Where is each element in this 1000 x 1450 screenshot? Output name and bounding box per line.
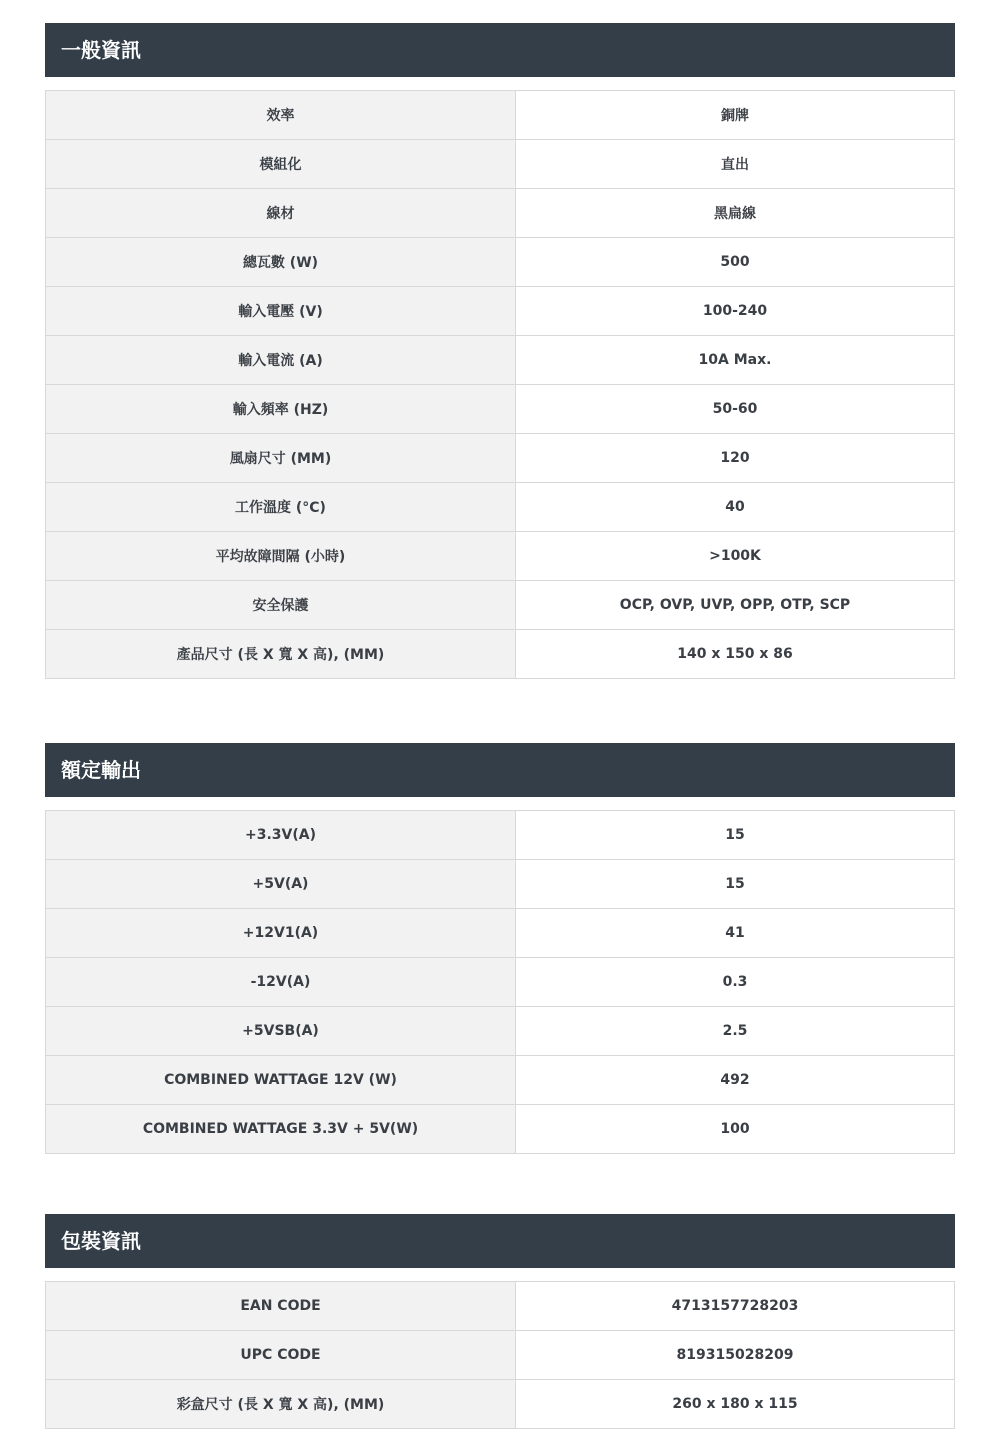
spec-value: OCP, OVP, UVP, OPP, OTP, SCP xyxy=(516,581,955,630)
spec-value: 2.5 xyxy=(516,1007,955,1056)
spec-value: 140 x 150 x 86 xyxy=(516,630,955,679)
spec-value: >100K xyxy=(516,532,955,581)
table-row xyxy=(46,909,955,958)
spec-label: EAN CODE xyxy=(46,1282,516,1331)
section-title: 一般資訊 xyxy=(45,23,955,77)
table-row xyxy=(46,483,955,532)
spec-value: 40 xyxy=(516,483,955,532)
spec-table xyxy=(45,1281,955,1429)
spec-value: 15 xyxy=(516,811,955,860)
rated-output-section xyxy=(45,743,955,1154)
table-row xyxy=(46,1331,955,1380)
spec-label: +12V1(A) xyxy=(46,909,516,958)
spec-value: 銅牌 xyxy=(516,91,955,140)
table-row xyxy=(46,1056,955,1105)
spec-value: 15 xyxy=(516,860,955,909)
spec-value: 260 x 180 x 115 xyxy=(516,1380,955,1429)
spec-label: +3.3V(A) xyxy=(46,811,516,860)
spec-table xyxy=(45,90,955,679)
spec-label: -12V(A) xyxy=(46,958,516,1007)
spec-label: 工作溫度 (°C) xyxy=(46,483,516,532)
spec-label: COMBINED WATTAGE 12V (W) xyxy=(46,1056,516,1105)
spec-value: 120 xyxy=(516,434,955,483)
table-row xyxy=(46,1007,955,1056)
spec-label: 總瓦數 (W) xyxy=(46,238,516,287)
spec-value: 41 xyxy=(516,909,955,958)
spec-label: 模組化 xyxy=(46,140,516,189)
spec-value: 0.3 xyxy=(516,958,955,1007)
table-row xyxy=(46,958,955,1007)
spec-label: 產品尺寸 (長 X 寬 X 高), (MM) xyxy=(46,630,516,679)
section-title: 包裝資訊 xyxy=(45,1214,955,1268)
table-row xyxy=(46,189,955,238)
section-title: 額定輸出 xyxy=(45,743,955,797)
spec-value: 直出 xyxy=(516,140,955,189)
table-row xyxy=(46,1380,955,1429)
table-row xyxy=(46,1105,955,1154)
spec-value: 10A Max. xyxy=(516,336,955,385)
spec-label: 輸入電流 (A) xyxy=(46,336,516,385)
spec-label: 彩盒尺寸 (長 X 寬 X 高), (MM) xyxy=(46,1380,516,1429)
spec-value: 819315028209 xyxy=(516,1331,955,1380)
packaging-info-section xyxy=(45,1214,955,1429)
table-row xyxy=(46,140,955,189)
spec-value: 4713157728203 xyxy=(516,1282,955,1331)
spec-label: COMBINED WATTAGE 3.3V + 5V(W) xyxy=(46,1105,516,1154)
table-row xyxy=(46,811,955,860)
spec-label: UPC CODE xyxy=(46,1331,516,1380)
spec-label: 輸入頻率 (HZ) xyxy=(46,385,516,434)
spec-value: 黑扁線 xyxy=(516,189,955,238)
spec-label: 輸入電壓 (V) xyxy=(46,287,516,336)
spec-value: 50-60 xyxy=(516,385,955,434)
table-row xyxy=(46,434,955,483)
spec-label: 線材 xyxy=(46,189,516,238)
table-row xyxy=(46,581,955,630)
table-row xyxy=(46,336,955,385)
table-row xyxy=(46,238,955,287)
spec-label: 風扇尺寸 (MM) xyxy=(46,434,516,483)
general-info-section xyxy=(45,23,955,679)
table-row xyxy=(46,1282,955,1331)
spec-label: 安全保護 xyxy=(46,581,516,630)
spec-label: 效率 xyxy=(46,91,516,140)
spec-label: +5V(A) xyxy=(46,860,516,909)
spec-label: +5VSB(A) xyxy=(46,1007,516,1056)
spec-value: 500 xyxy=(516,238,955,287)
table-row xyxy=(46,287,955,336)
spec-table xyxy=(45,810,955,1154)
spec-value: 100-240 xyxy=(516,287,955,336)
spec-value: 100 xyxy=(516,1105,955,1154)
table-row xyxy=(46,630,955,679)
table-row xyxy=(46,860,955,909)
spec-value: 492 xyxy=(516,1056,955,1105)
spec-label: 平均故障間隔 (小時) xyxy=(46,532,516,581)
table-row xyxy=(46,91,955,140)
table-row xyxy=(46,385,955,434)
table-row xyxy=(46,532,955,581)
